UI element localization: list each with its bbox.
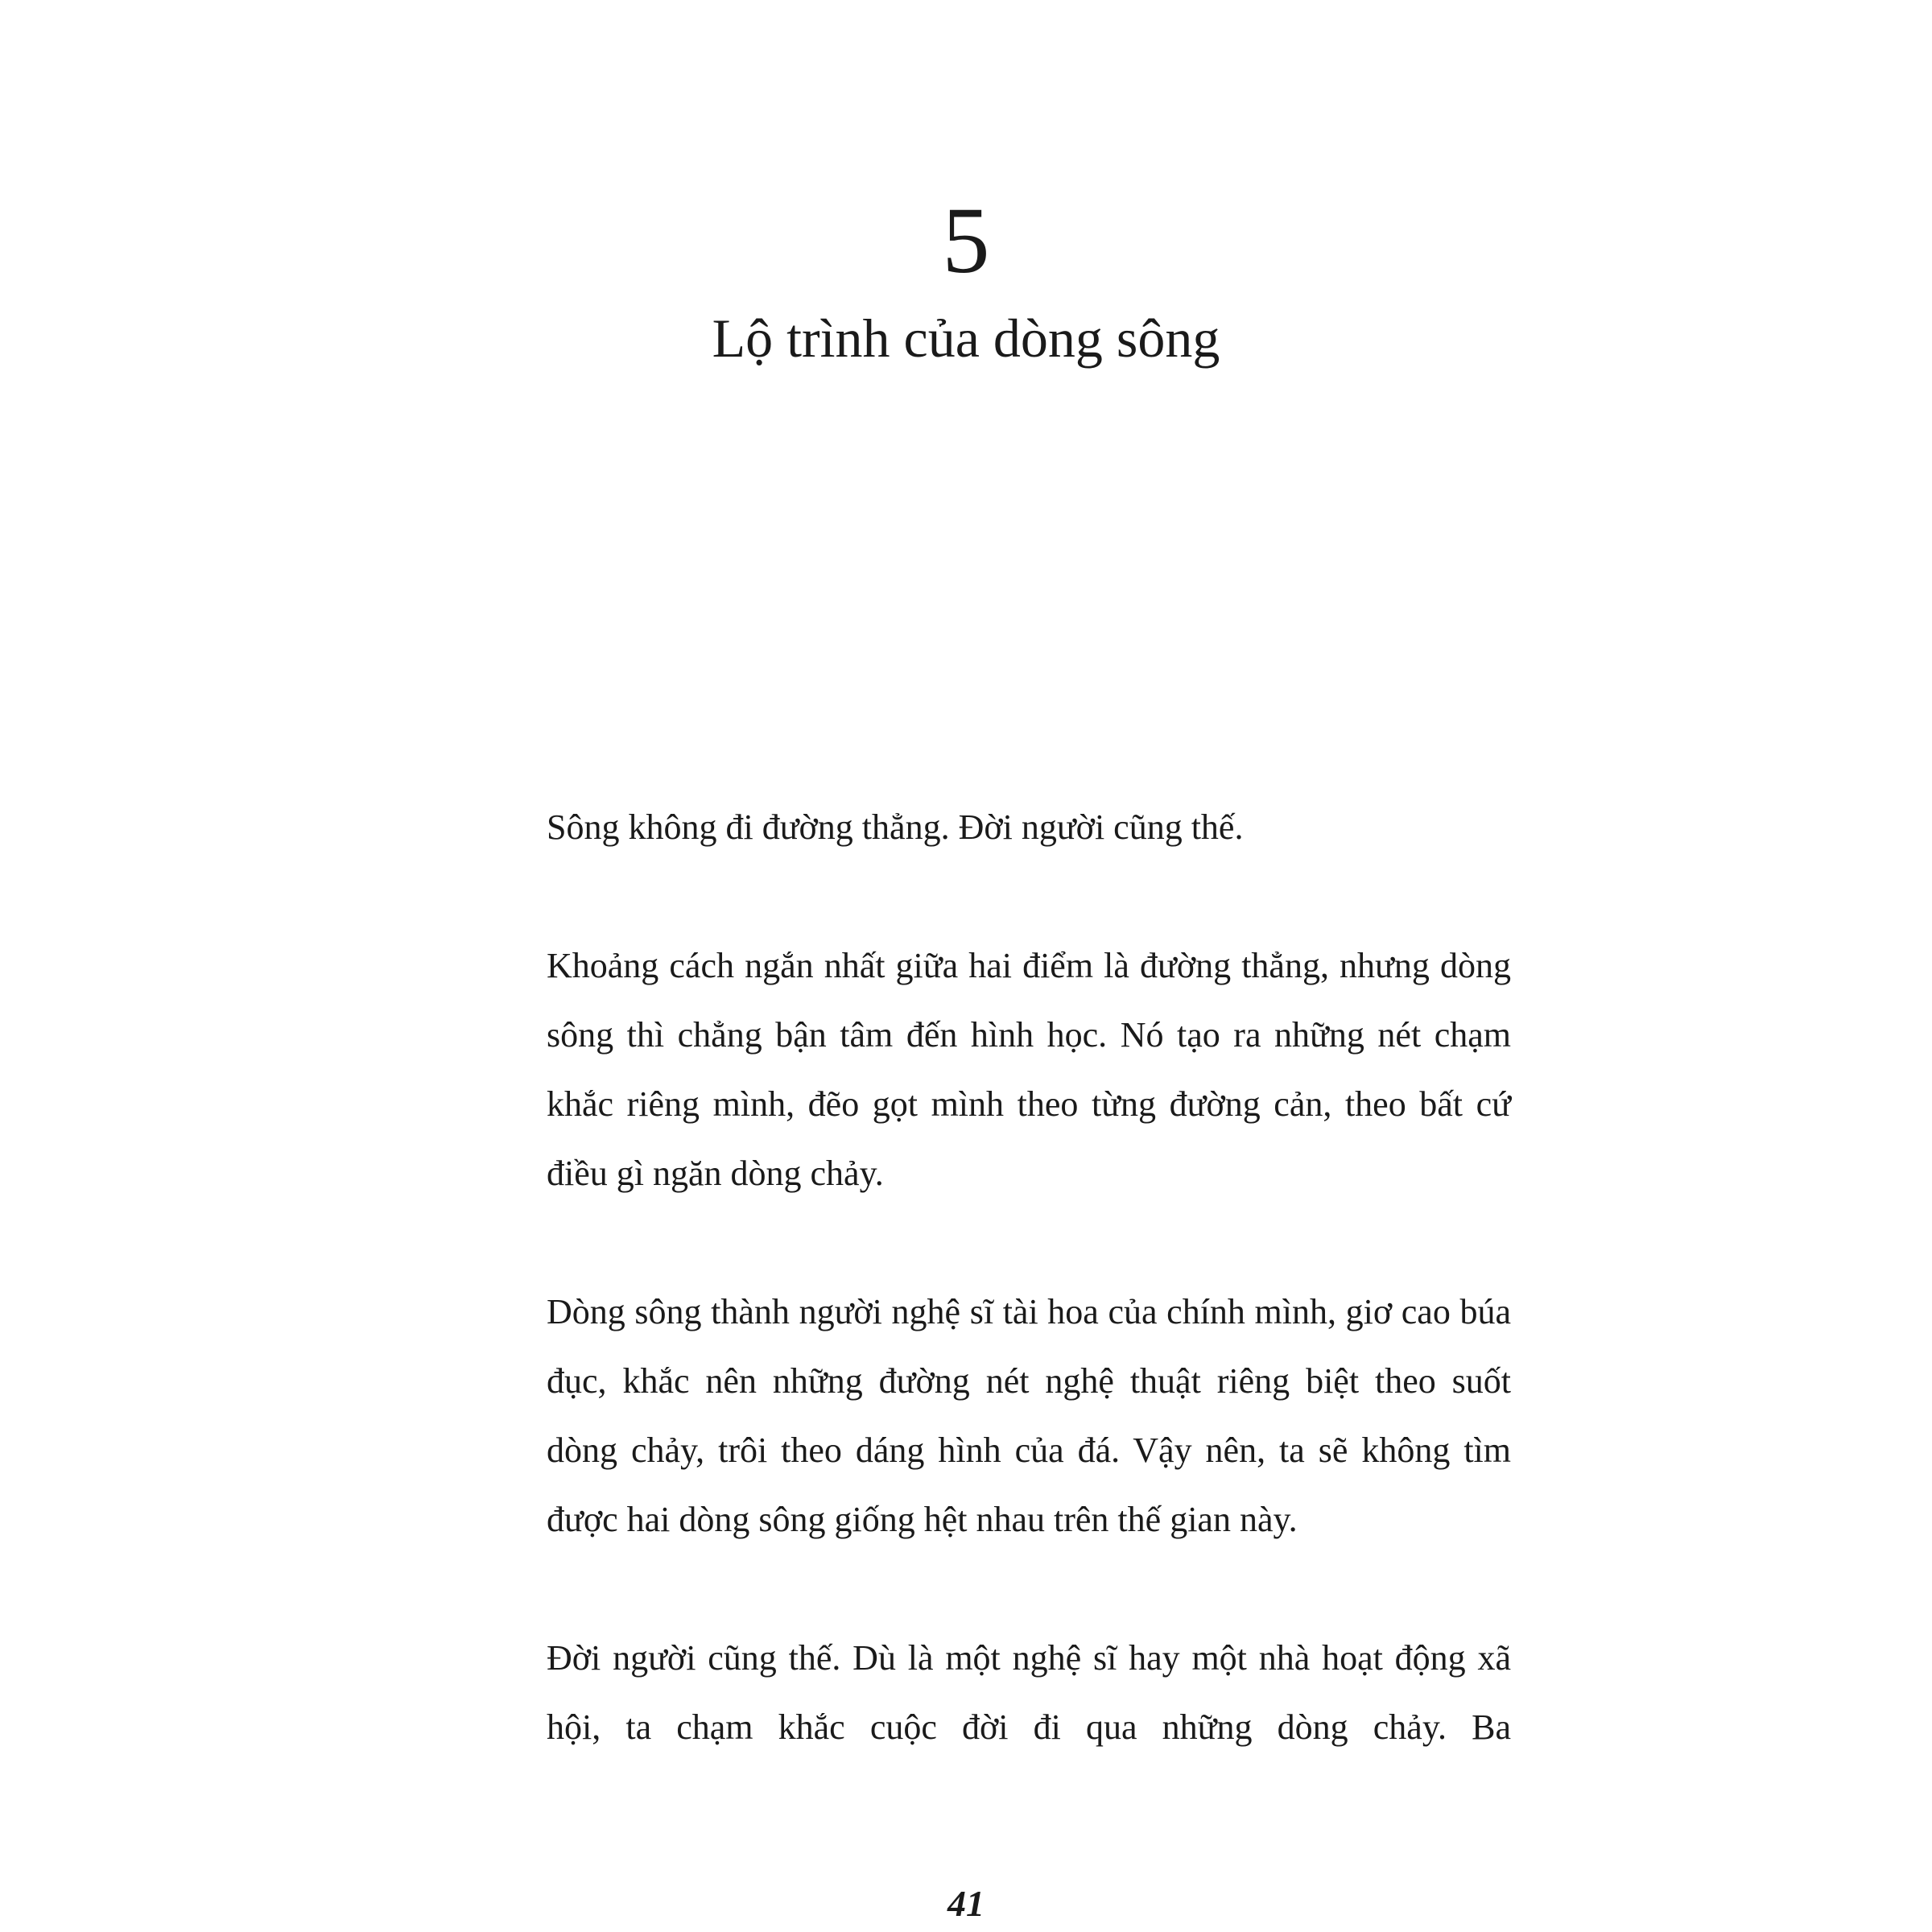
chapter-number: 5	[942, 188, 990, 293]
page-number: 41	[947, 1883, 985, 1924]
paragraph: Dòng sông thành người nghệ sĩ tài hoa của chính mình, giơ cao búa đục, khắc nên những đường nét nghệ thuật riêng biệt theo suốt dòng chảy, trôi theo dáng hình của đá. Vậy nên, ta sẽ không tìm được hai dòng sông giống hệt nhau trên thế gian này.	[547, 1292, 1511, 1539]
paragraph: Khoảng cách ngắn nhất giữa hai điểm là đường thẳng, nhưng dòng sông thì chẳng bận tâm đến hình học. Nó tạo ra những nét chạm khắc riêng mình, đẽo gọt mình theo từng đường cản, theo bất cứ điều gì ngăn dòng chảy.	[547, 946, 1511, 1193]
paragraph: Đời người cũng thế. Dù là một nghệ sĩ hay một nhà hoạt động xã hội, ta chạm khắc cuộc đời đi qua những dòng chảy. Ba	[547, 1638, 1511, 1747]
body-text	[547, 793, 1511, 1831]
paragraph: Sông không đi đường thẳng. Đời người cũng thế.	[547, 807, 1244, 847]
chapter-title: Lộ trình của dòng sông	[712, 308, 1220, 369]
